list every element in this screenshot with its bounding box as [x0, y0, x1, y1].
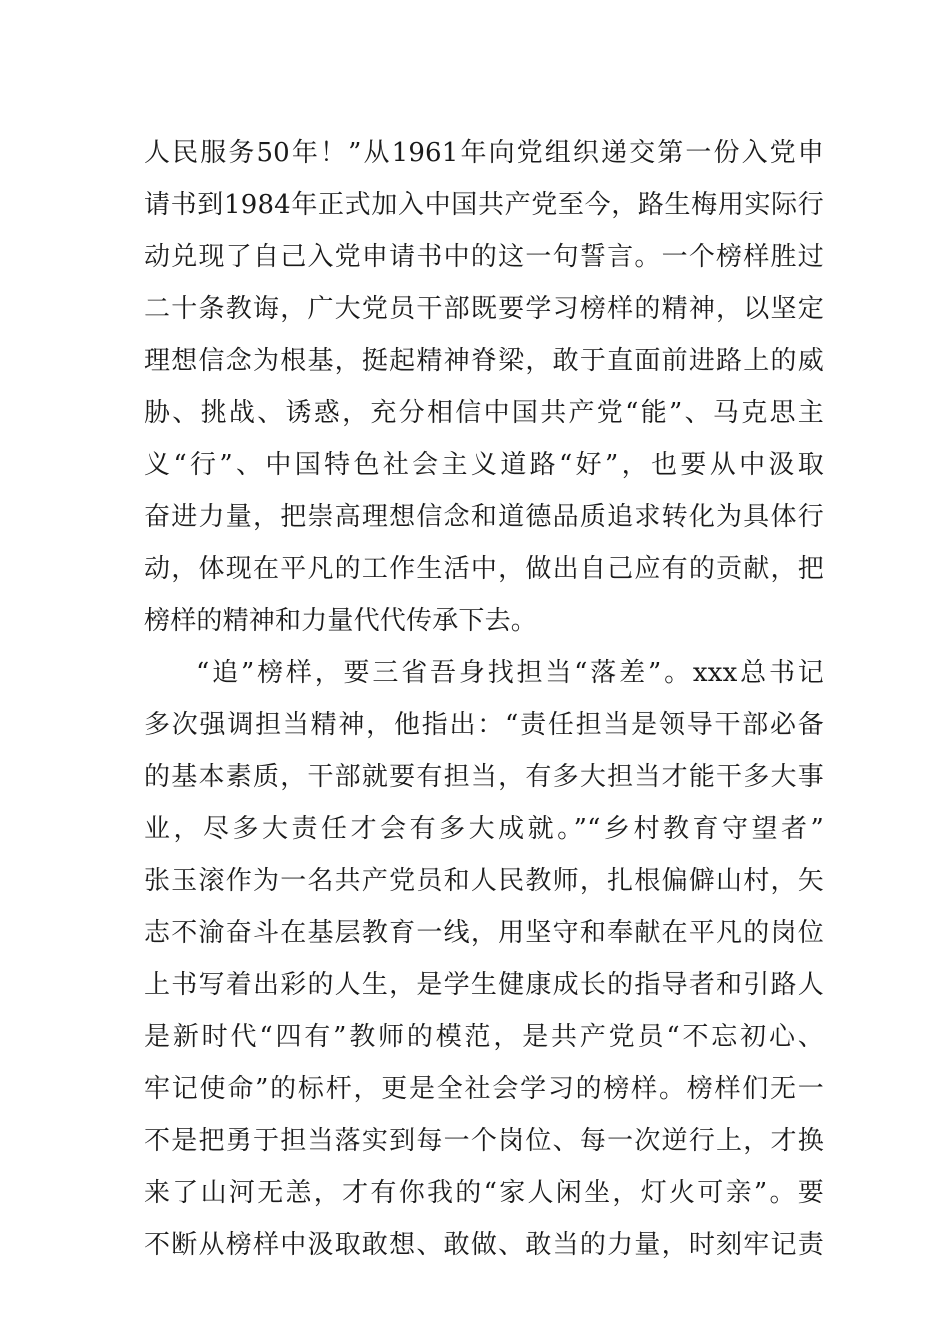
- document-body: [144, 127, 824, 1271]
- text-line: 是新时代“四有”教师的模范，是共产党员“不忘初心、: [144, 1022, 824, 1052]
- text-line: 胁、挑战、诱惑，充分相信中国共产党“能”、马克思主: [144, 398, 824, 428]
- text-line: 不是把勇于担当落实到每一个岗位、每一次逆行上，才换: [144, 1126, 824, 1156]
- text-line: 上书写着出彩的人生，是学生健康成长的指导者和引路人: [144, 970, 824, 1000]
- text-line: 的基本素质，干部就要有担当，有多大担当才能干多大事: [144, 762, 824, 792]
- text-line: 理想信念为根基，挺起精神脊梁，敢于直面前进路上的威: [144, 346, 824, 376]
- text-line: 牢记使命”的标杆，更是全社会学习的榜样。榜样们无一: [144, 1074, 824, 1104]
- text-line: 动兑现了自己入党申请书中的这一句誓言。一个榜样胜过: [144, 242, 824, 272]
- paragraph-2: [144, 647, 824, 1271]
- paragraph-1: [144, 127, 824, 647]
- text-line: 人民服务50年！”从1961年向党组织递交第一份入党申: [144, 138, 824, 168]
- text-line: 奋进力量，把崇高理想信念和道德品质追求转化为具体行: [144, 502, 824, 532]
- text-line: 榜样的精神和力量代代传承下去。: [144, 606, 538, 636]
- text-line: 不断从榜样中汲取敢想、敢做、敢当的力量，时刻牢记责: [144, 1230, 824, 1260]
- text-line: 二十条教诲，广大党员干部既要学习榜样的精神，以坚定: [144, 294, 824, 324]
- text-line: 来了山河无恙，才有你我的“家人闲坐，灯火可亲”。要: [144, 1178, 824, 1208]
- text-line: 动，体现在平凡的工作生活中，做出自己应有的贡献，把: [144, 554, 824, 584]
- text-line: “追”榜样，要三省吾身找担当“落差”。xxx总书记: [196, 658, 824, 688]
- text-line: 义“行”、中国特色社会主义道路“好”，也要从中汲取: [144, 450, 824, 480]
- text-line: 业，尽多大责任才会有多大成就。”“乡村教育守望者”: [144, 814, 824, 844]
- text-line: 请书到1984年正式加入中国共产党至今，路生梅用实际行: [144, 190, 824, 220]
- text-line: 张玉滚作为一名共产党员和人民教师，扎根偏僻山村，矢: [144, 866, 824, 896]
- text-line: 志不渝奋斗在基层教育一线，用坚守和奉献在平凡的岗位: [144, 918, 824, 948]
- text-line: 多次强调担当精神，他指出：“责任担当是领导干部必备: [144, 710, 824, 740]
